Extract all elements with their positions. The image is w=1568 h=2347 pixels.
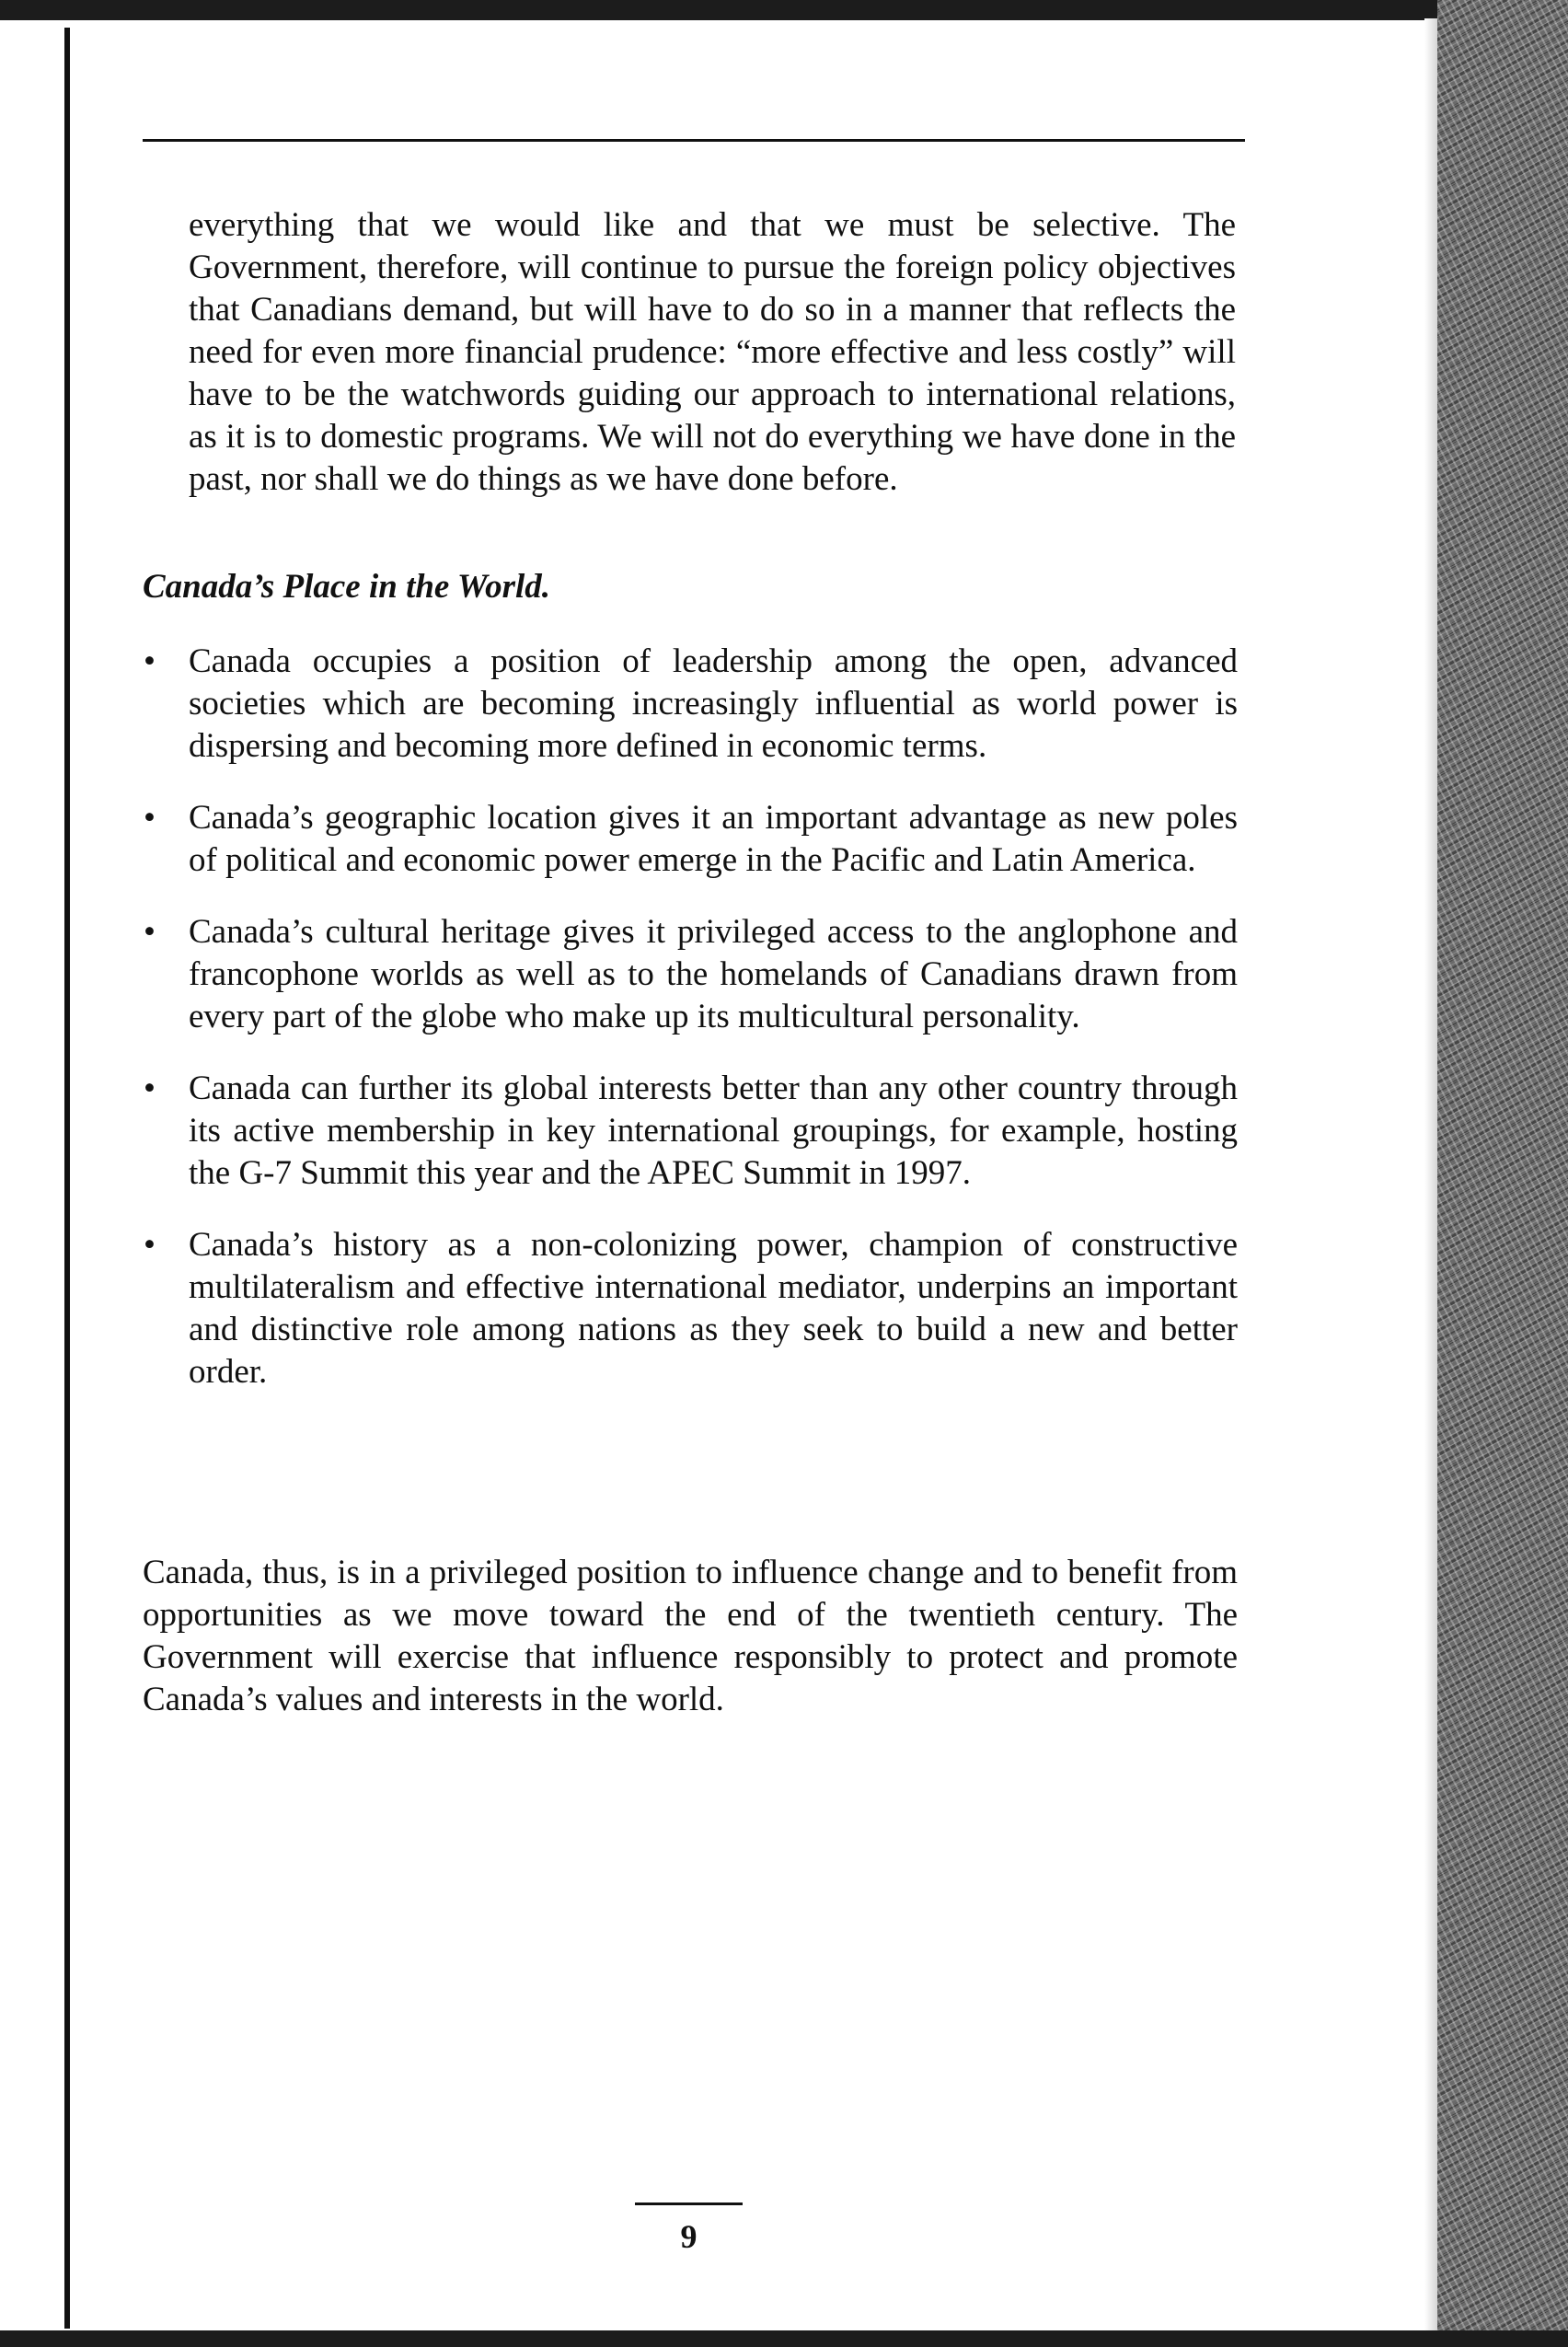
bullet-icon: • [144, 913, 156, 951]
bullet-text: Canada’s history as a non-colonizing power, champion of constructive multilateralism and effective international mediator, underpins an important and distinctive role among nations as they seek to build a new and better order. [189, 1226, 1238, 1391]
scan-border-top [0, 0, 1568, 20]
header-rule [143, 139, 1245, 142]
list-item [138, 641, 1238, 768]
footer-rule [635, 2202, 743, 2205]
scan-border-right [1437, 0, 1568, 2347]
scan-binding-edge [64, 28, 70, 2329]
bullet-icon: • [144, 1069, 156, 1107]
list-item [138, 1068, 1238, 1195]
bullet-text: Canada’s geographic location gives it an important advantage as new poles of political and economic power emerge in the Pacific and Latin America. [189, 799, 1238, 879]
bullet-text: Canada can further its global interests better than any other country through its active membership in key international groupings, for example, hosting the G-7 Summit this year and the APEC Summit in 1997. [189, 1069, 1238, 1192]
scan-border-bottom [0, 2330, 1568, 2347]
bullet-icon: • [144, 642, 156, 680]
bullet-text: Canada occupies a position of leadership among the open, advanced societies which are becoming increasingly influential as world power is dispersing and becoming more defined in economic terms. [189, 642, 1238, 765]
page-number: 9 [680, 2218, 698, 2255]
list-item [138, 797, 1238, 882]
list-item [138, 1224, 1238, 1393]
bullet-icon: • [144, 799, 156, 837]
conclusion-paragraph: Canada, thus, is in a privileged position to influence change and to benefit from opportunities as we move toward the end of the twentieth century. The Government will exercise that influence responsibly to protect and promote Canada’s values and interests in the world. [143, 1554, 1238, 1718]
intro-paragraph: everything that we would like and that we must be selective. The Government, therefore, will continue to pursue the foreign policy objectives that Canadians demand, but will have to do so in a manner that reflects the need for even more financial prudence: “more effective and less costly” will have to be the watchwords guiding our approach to international relations, as it is to domestic programs. We will not do everything we have done in the past, nor shall we do things as we have done before. [189, 206, 1236, 498]
bullet-icon: • [144, 1226, 156, 1264]
bullet-text: Canada’s cultural heritage gives it privileged access to the anglophone and francophone worlds as well as to the homelands of Canadians drawn from every part of the globe who make up its multicultural personality. [189, 913, 1238, 1035]
section-heading: Canada’s Place in the World. [143, 568, 551, 606]
list-item [138, 911, 1238, 1038]
bullet-list [138, 641, 1238, 1423]
